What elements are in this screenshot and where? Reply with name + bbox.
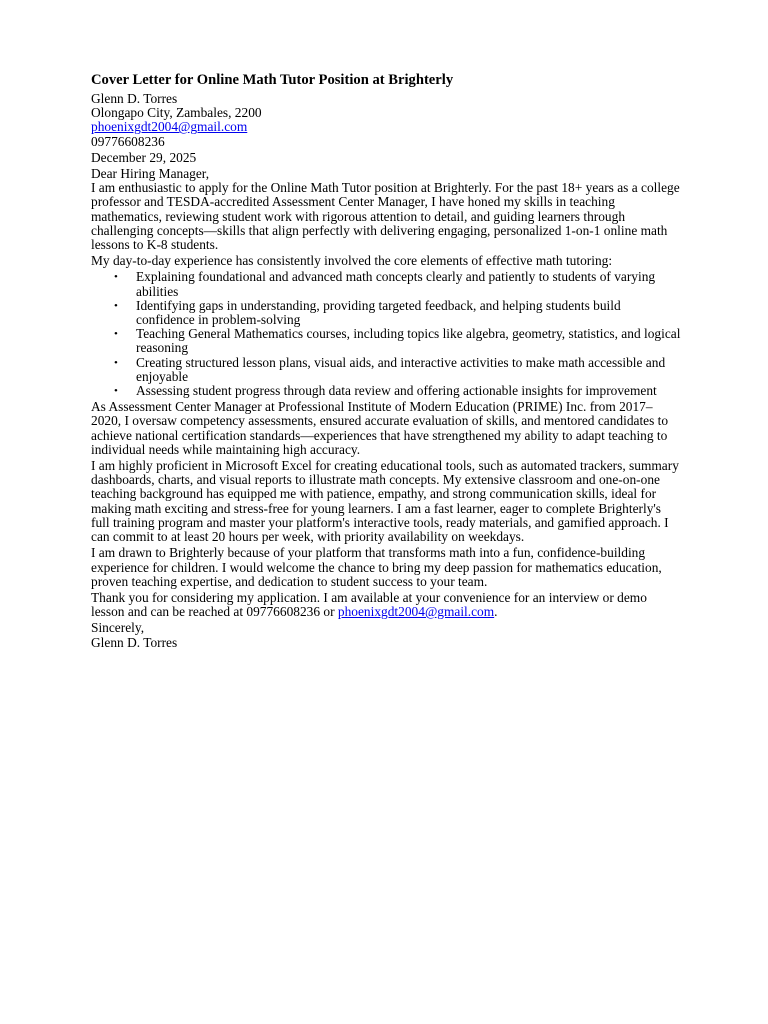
list-item-text: Explaining foundational and advanced math concepts clearly and patiently to students of varying abilities (136, 269, 656, 299)
list-item (114, 297, 681, 328)
paragraph-excel-skills: I am highly proficient in Microsoft Excel for creating educational tools, such as automated trackers, summary dashboards, charts, and visual reports to illustrate math concepts. My extensive classroom and one-on-one teaching background has equipped me with patience, empathy, and strong communication skills, ideal for making math exciting and stress-free for young learners. I am a fast learner, eager to complete Brighterly's full training program and master your platform's interactive tools, ready materials, and gamified approach. I can commit to at least 20 hours per week, with priority availability on weekdays. (91, 458, 679, 545)
thanks-email-link[interactable]: phoenixgdt2004@gmail.com (337, 604, 495, 620)
thanks-text: Thank you for considering my application. I am available at your convenience for an interview or demo lesson and can be reached at 09776608236 or (91, 589, 647, 620)
sender-phone: 09776608236 (91, 133, 165, 149)
bullet-icon: • (114, 328, 118, 341)
paragraph-thanks (91, 591, 681, 619)
sender-name: Glenn D. Torres (91, 91, 178, 106)
sender-email-line (91, 120, 681, 134)
bullet-icon: • (114, 356, 118, 369)
list-item-text: Identifying gaps in understanding, providing targeted feedback, and helping students build confidence in problem-solving (136, 297, 621, 328)
thanks-period: . (494, 604, 498, 620)
list-item-text: Teaching General Mathematics courses, including topics like algebra, geometry, statistics, and logical reasoning (136, 326, 681, 356)
sender-email-link[interactable]: phoenixgdt2004@gmail.com (91, 119, 248, 135)
sender-address: Olongapo City, Zambales, 2200 (91, 105, 262, 121)
salutation: Dear Hiring Manager, (91, 166, 210, 182)
bullet-icon: • (114, 271, 118, 284)
signature-name: Glenn D. Torres (91, 634, 178, 650)
paragraph-experience-intro: My day-to-day experience has consistently involved the core elements of effective math tutoring: (91, 253, 613, 269)
list-item (114, 354, 681, 384)
bullet-icon: • (114, 299, 118, 312)
letter-date: December 29, 2025 (91, 149, 197, 165)
paragraph-assessment-manager: As Assessment Center Manager at Professional Institute of Modern Education (PRIME) Inc. from 2017–2020, I oversaw competency assessments, ensured accurate evaluation of skills, and mentored candidates to achieve national certification standards—experiences that have strengthened my ability to adapt teaching to individual needs while maintaining high accuracy. (91, 399, 669, 457)
document-title: Cover Letter for Online Math Tutor Position at Brighterly (91, 72, 454, 88)
list-item (114, 269, 681, 299)
experience-bullet-list (91, 270, 681, 398)
list-item-text: Creating structured lesson plans, visual aids, and interactive activities to make math accessible and enjoyable (136, 354, 666, 384)
list-item (114, 326, 681, 356)
paragraph-motivation: I am drawn to Brighterly because of your platform that transforms math into a fun, confidence-building experience for children. I would welcome the chance to bring my deep passion for mathematics education, proven teaching expertise, and dedication to student success to your team. (91, 545, 662, 589)
list-item-text: Assessing student progress through data review and offering actionable insights for improvement (136, 383, 657, 399)
closing: Sincerely, (91, 620, 145, 636)
paragraph-intro: I am enthusiastic to apply for the Online Math Tutor position at Brighterly. For the past 18+ years as a college professor and TESDA-accredited Assessment Center Manager, I have honed my skills in teaching mathematics, reviewing student work with rigorous attention to detail, and guiding learners through challenging concepts—skills that align perfectly with delivering engaging, personalized 1-on-1 online math lessons to K-8 students. (91, 180, 680, 253)
list-item (114, 383, 681, 399)
cover-letter-document (91, 71, 681, 650)
bullet-icon: • (114, 385, 118, 398)
